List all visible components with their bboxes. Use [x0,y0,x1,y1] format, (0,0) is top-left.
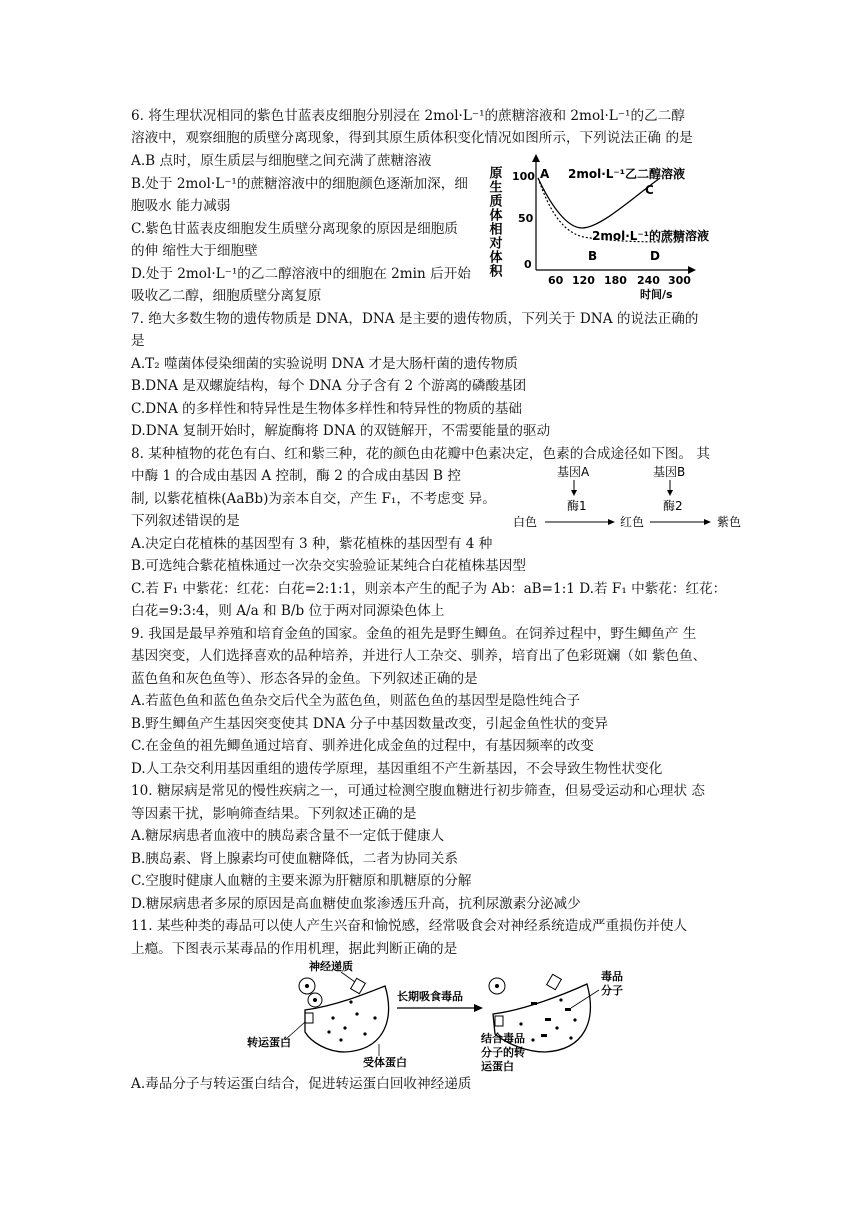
q9-stem-line-3: 蓝色鱼和灰色鱼等）、形态各异的金鱼。下列叙述正确的是 [131,671,478,687]
q6-option-b-line-1: B.处于 2mol·L⁻¹的蔗糖溶液中的细胞颜色逐渐加深，细 [131,176,468,192]
neurotransmitter-pointer [341,972,355,982]
q10-stem-line-2: 等因素干扰，影响筛查结果。下列叙述正确的是 [131,806,417,822]
q7-stem-line-1: 7. 绝大多数生物的遗传物质是 DNA，DNA 是主要的遗传物质，下列关于 DNA 的说法正确的 [131,311,699,327]
white-to-red-arrow-head [608,519,615,525]
ethylene-glycol-label: 2mol·L⁻¹乙二醇溶液 [568,167,686,181]
q6-option-a: A.B 点时，原生质层与细胞壁之间充满了蔗糖溶液 [131,153,432,169]
gene-a-label: 基因A [557,465,590,479]
q11-stem-line-1: 11. 某些种类的毒品可以使人产生兴奋和愉悦感，经常吸食会对神经系统造成严重损伤并使人 [131,918,688,934]
right-drug-molecules [531,1002,571,1037]
q8-stem-line-4: 下列叙述错误的是 [131,513,240,529]
q8-stem-line-2: 中酶 1 的合成由基因 A 控制，酶 2 的合成由基因 B 控 [131,468,461,484]
label-long-term-drug-use: 长期吸食毒品 [397,990,463,1003]
q8-option-b: B.可选纯合紫花植株通过一次杂交实验验证某纯合白花植株基因型 [131,558,526,574]
label-bound-transporter-line-1: 结合毒品 [481,1032,525,1045]
chart-x-tick-180: 180 [604,274,627,287]
chart-y-tick-100: 100 [512,170,535,183]
chart-x-tick-240: 240 [637,274,660,287]
pigment-pathway-diagram [505,462,765,538]
label-transporter: 转运蛋白 [247,1036,291,1049]
ethylene-glycol-curve [538,178,660,228]
q6-stem-line-2: 溶液中，观察细胞的质壁分离现象，得到其原生质体积变化情况如图所示，下列说法正确 的是 [131,130,693,146]
q7-option-c: C.DNA 的多样性和特异性是生物体多样性和特异性的物质的基础 [131,401,523,417]
chart-point-a: A [540,167,550,181]
q10-option-d: D.糖尿病患者多尿的原因是高血糖使血浆渗透压升高，抗利尿激素分泌减少 [131,896,581,912]
long-term-arrow-head [474,1004,483,1012]
red-color-label: 红色 [620,515,645,529]
q7-option-a: A.T₂ 噬菌体侵染细菌的实验说明 DNA 才是大肠杆菌的遗传物质 [131,356,518,372]
q6-option-d-line-1: D.处于 2mol·L⁻¹的乙二醇溶液中的细胞在 2min 后开始 [131,266,471,282]
chart-y-axis-label: 原生质体相对体积 [486,166,502,278]
q8-stem-line-1: 8. 某种植物的花色有白、红和紫三种，花的颜色由花瓣中色素决定，色素的合成途径如下图。 其 [131,446,710,462]
q8-option-c-line-2: 白花=9:3:4，则 A/a 和 B/b 位于两对同源染色体上 [131,603,445,619]
protoplast-volume-chart [486,150,740,301]
left-vesicles [299,978,322,1007]
gene-b-arrow-head [667,490,673,496]
label-bound-transporter-line-3: 运蛋白 [481,1060,514,1073]
chart-x-tick-120: 120 [572,274,595,287]
drug-molecule-pointer [571,990,599,1008]
transporter-pointer [285,1022,305,1040]
chart-y-tick-0: 0 [524,258,532,271]
q7-stem-line-2: 是 [131,333,145,349]
white-color-label: 白色 [513,515,538,529]
q9-stem-line-1: 9. 我国是最早养殖和培育金鱼的国家。金鱼的祖先是野生鲫鱼。在饲养过程中，野生鲫鱼产 生 [131,626,697,642]
q9-option-c: C.在金鱼的祖先鲫鱼通过培育、驯养进化成金鱼的过程中，有基因频率的改变 [131,738,594,754]
q10-stem-line-1: 10. 糖尿病是常见的慢性疾病之一，可通过检测空腹血糖进行初步筛查，但易受运动和心理状 态 [131,783,706,799]
q8-stem-line-3: 制, 以紫花植株(AaBb)为亲本自交，产生 F₁，不考虑变 异。 [131,491,496,507]
chart-x-tick-60: 60 [548,274,564,287]
q7-option-b: B.DNA 是双螺旋结构，每个 DNA 分子含有 2 个游离的磷酸基团 [131,378,527,394]
q9-option-b: B.野生鲫鱼产生基因突变使其 DNA 分子中基因数量改变，引起金鱼性状的变异 [131,716,608,732]
chart-x-tick-300: 300 [668,274,691,287]
label-bound-transporter-line-2: 分子的转 [481,1046,525,1059]
q6-option-c-line-2: 的伸 缩性大于细胞壁 [131,243,258,259]
sucrose-label: 2mol·L⁻¹的蔗糖溶液 [592,229,710,243]
q8-option-a: A.决定白花植株的基因型有 3 种，紫花植株的基因型有 4 种 [131,536,493,552]
q11-option-a: A.毒品分子与转运蛋白结合，促进转运蛋白回收神经递质 [131,1076,472,1092]
right-vesicles [489,978,505,994]
chart-point-c: C [645,183,654,197]
chart-x-axis-arrow [688,266,696,274]
left-transporter-protein [305,1013,313,1023]
enzyme-1-label: 酶1 [567,499,587,513]
purple-color-label: 紫色 [717,515,742,529]
gene-b-label: 基因B [653,465,686,479]
q10-option-b: B.胰岛素、肾上腺素均可使血糖降低，二者为协同关系 [131,851,458,867]
synapse-drug-figure [245,958,645,1076]
q10-option-c: C.空腹时健康人血糖的主要来源为肝糖原和肌糖原的分解 [131,873,472,889]
q9-option-d: D.人工杂交利用基因重组的遗传学原理，基因重组不产生新基因，不会导致生物性状变化 [131,761,663,777]
q10-option-a: A.糖尿病患者血液中的胰岛素含量不一定低于健康人 [131,828,445,844]
red-to-purple-arrow-head [704,519,711,525]
q9-option-a: A.若蓝色鱼和蓝色鱼杂交后代全为蓝色鱼，则蓝色鱼的基因型是隐性纯合子 [131,693,581,709]
label-neurotransmitter: 神经递质 [309,960,353,973]
label-drug-molecule-line-1: 毒品 [601,970,623,983]
left-neurotransmitter-dots [327,1000,376,1041]
chart-y-tick-50: 50 [518,212,534,225]
q6-option-b-line-2: 胞吸水 能力减弱 [131,198,231,214]
chart-point-b: B [588,249,598,263]
q6-option-c-line-1: C.紫色甘蓝表皮细胞发生质壁分离现象的原因是细胞质 [131,221,458,237]
label-receptor: 受体蛋白 [363,1056,407,1069]
q9-stem-line-2: 基因突变，人们选择喜欢的品种培养，并进行人工杂交、驯养，培育出了色彩斑斓（如 紫色鱼、 [131,648,707,664]
q7-option-d: D.DNA 复制开始时，解旋酶将 DNA 的双链解开，不需要能量的驱动 [131,423,551,439]
right-receptor-protein [547,974,562,989]
chart-x-axis-label: 时间/s [640,288,673,301]
q6-option-d-line-2: 吸收乙二醇，细胞质壁分离复原 [131,288,322,304]
q8-option-c-line-1: C.若 F₁ 中紫花：红花：白花=2:1:1，则亲本产生的配子为 Ab：aB=1:1 D.若 F₁ 中紫花：红花： [131,581,727,597]
chart-point-d: D [650,249,660,263]
q6-stem-line-1: 6. 将生理状况相同的紫色甘蓝表皮细胞分别浸在 2mol·L⁻¹的蔗糖溶液和 2mol·L⁻¹的乙二醇 [131,108,685,124]
label-drug-molecule-line-2: 分子 [601,984,623,997]
chart-y-axis-arrow [532,154,540,162]
enzyme-2-label: 酶2 [663,499,683,513]
right-transporter-protein [495,1016,503,1026]
q11-stem-line-2: 上瘾。下图表示某毒品的作用机理，据此判断正确的是 [131,941,458,957]
gene-a-arrow-head [571,490,577,496]
